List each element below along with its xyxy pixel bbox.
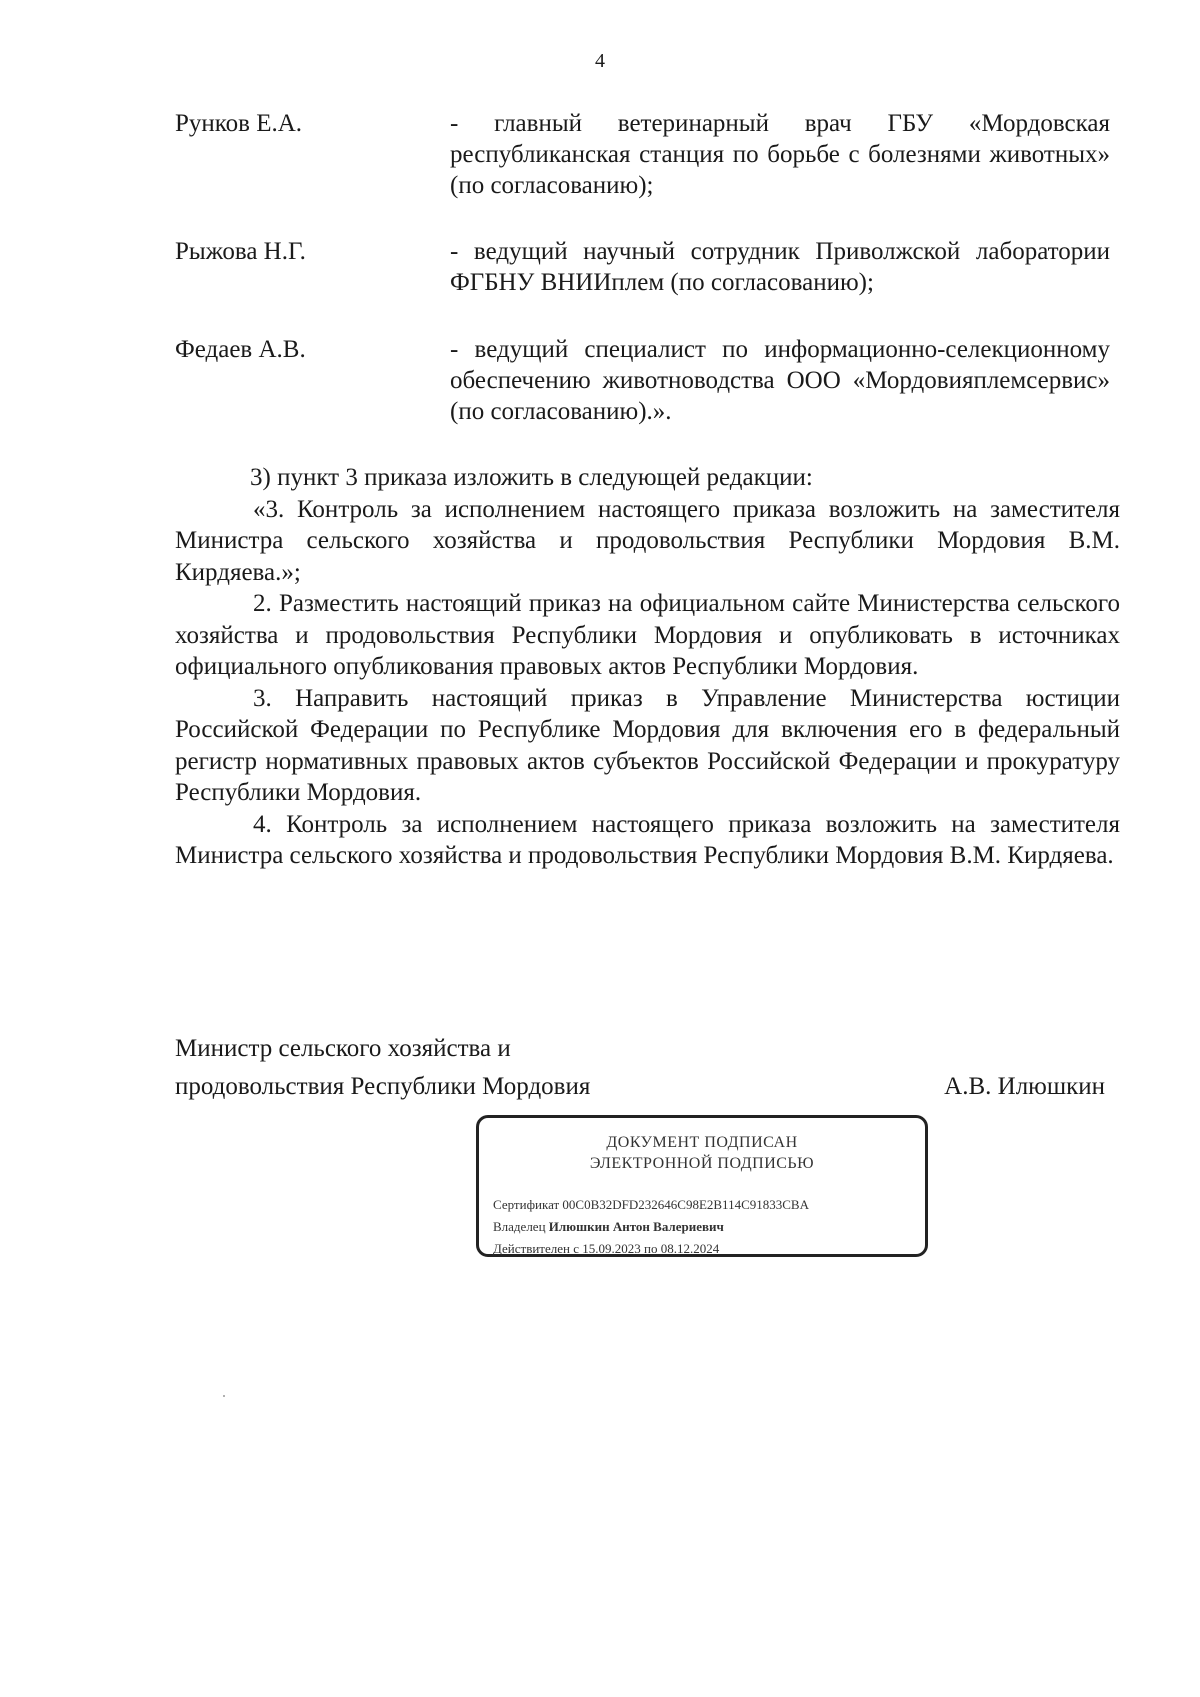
paragraph: 4. Контроль за исполнением настоящего приказа возложить на заместителя Министра сельского хозяйства и продовольствия Республики Мордовия В.М. Кирдяева. — [175, 810, 1120, 869]
stamp-validity: Действителен с 15.09.2023 по 08.12.2024 — [493, 1241, 720, 1256]
paragraph: 3) пункт 3 приказа изложить в следующей редакции: — [250, 464, 813, 491]
page-number: 4 — [595, 50, 605, 72]
stamp-title — [479, 1132, 925, 1174]
stamp-title-line: ЭЛЕКТРОННОЙ ПОДПИСЬЮ — [589, 1155, 815, 1172]
stamp-owner-name: Илюшкин Антон Валериевич — [548, 1219, 724, 1234]
electronic-signature-stamp — [476, 1115, 928, 1257]
member-description: - ведущий специалист по информационно-селекционному обеспечению животноводства ООО «Мордовияплемсервис» (по согласованию).». — [450, 336, 1110, 425]
signer-position-line: продовольствия Республики Мордовия — [175, 1073, 591, 1100]
order-body — [175, 462, 1120, 872]
signature-block — [175, 1030, 1105, 1106]
stamp-owner-label: Владелец — [493, 1219, 546, 1234]
stamp-details — [493, 1194, 809, 1260]
signer-position-line: Министр сельского хозяйства и — [175, 1035, 511, 1062]
member-description: - главный ветеринарный врач ГБУ «Мордовская республиканская станция по борьбе с болезнями животных» (по согласованию); — [450, 110, 1110, 199]
stamp-title-line: ДОКУМЕНТ ПОДПИСАН — [606, 1134, 798, 1151]
member-name: Рунков Е.А. — [175, 110, 303, 137]
paragraph: «3. Контроль за исполнением настоящего приказа возложить на заместителя Министра сельского хозяйства и продовольствия Республики Мордовия В.М. Кирдяева.»; — [175, 495, 1120, 586]
stamp-owner — [493, 1216, 809, 1238]
signer-name: А.В. Илюшкин — [944, 1073, 1105, 1100]
stamp-certificate: Сертификат 00C0B32DFD232646C98E2B114C91833CBA — [493, 1197, 809, 1212]
paragraph: 2. Разместить настоящий приказ на официальном сайте Министерства сельского хозяйства и продовольствия Республики Мордовия и опубликовать в источниках официального опубликования правовых актов Республики Мордовия. — [175, 590, 1120, 680]
member-name: Рыжова Н.Г. — [175, 238, 306, 265]
member-name: Федаев А.В. — [175, 336, 306, 363]
scan-speck — [223, 1395, 225, 1397]
member-description: - ведущий научный сотрудник Приволжской лаборатории ФГБНУ ВНИИплем (по согласованию); — [450, 238, 1110, 296]
paragraph: 3. Направить настоящий приказ в Управление Министерства юстиции Российской Федерации по Республике Мордовия для включения его в федеральный регистр нормативных правовых актов субъектов Российской Федерации и прокуратуру Республики Мордовия. — [175, 684, 1120, 806]
